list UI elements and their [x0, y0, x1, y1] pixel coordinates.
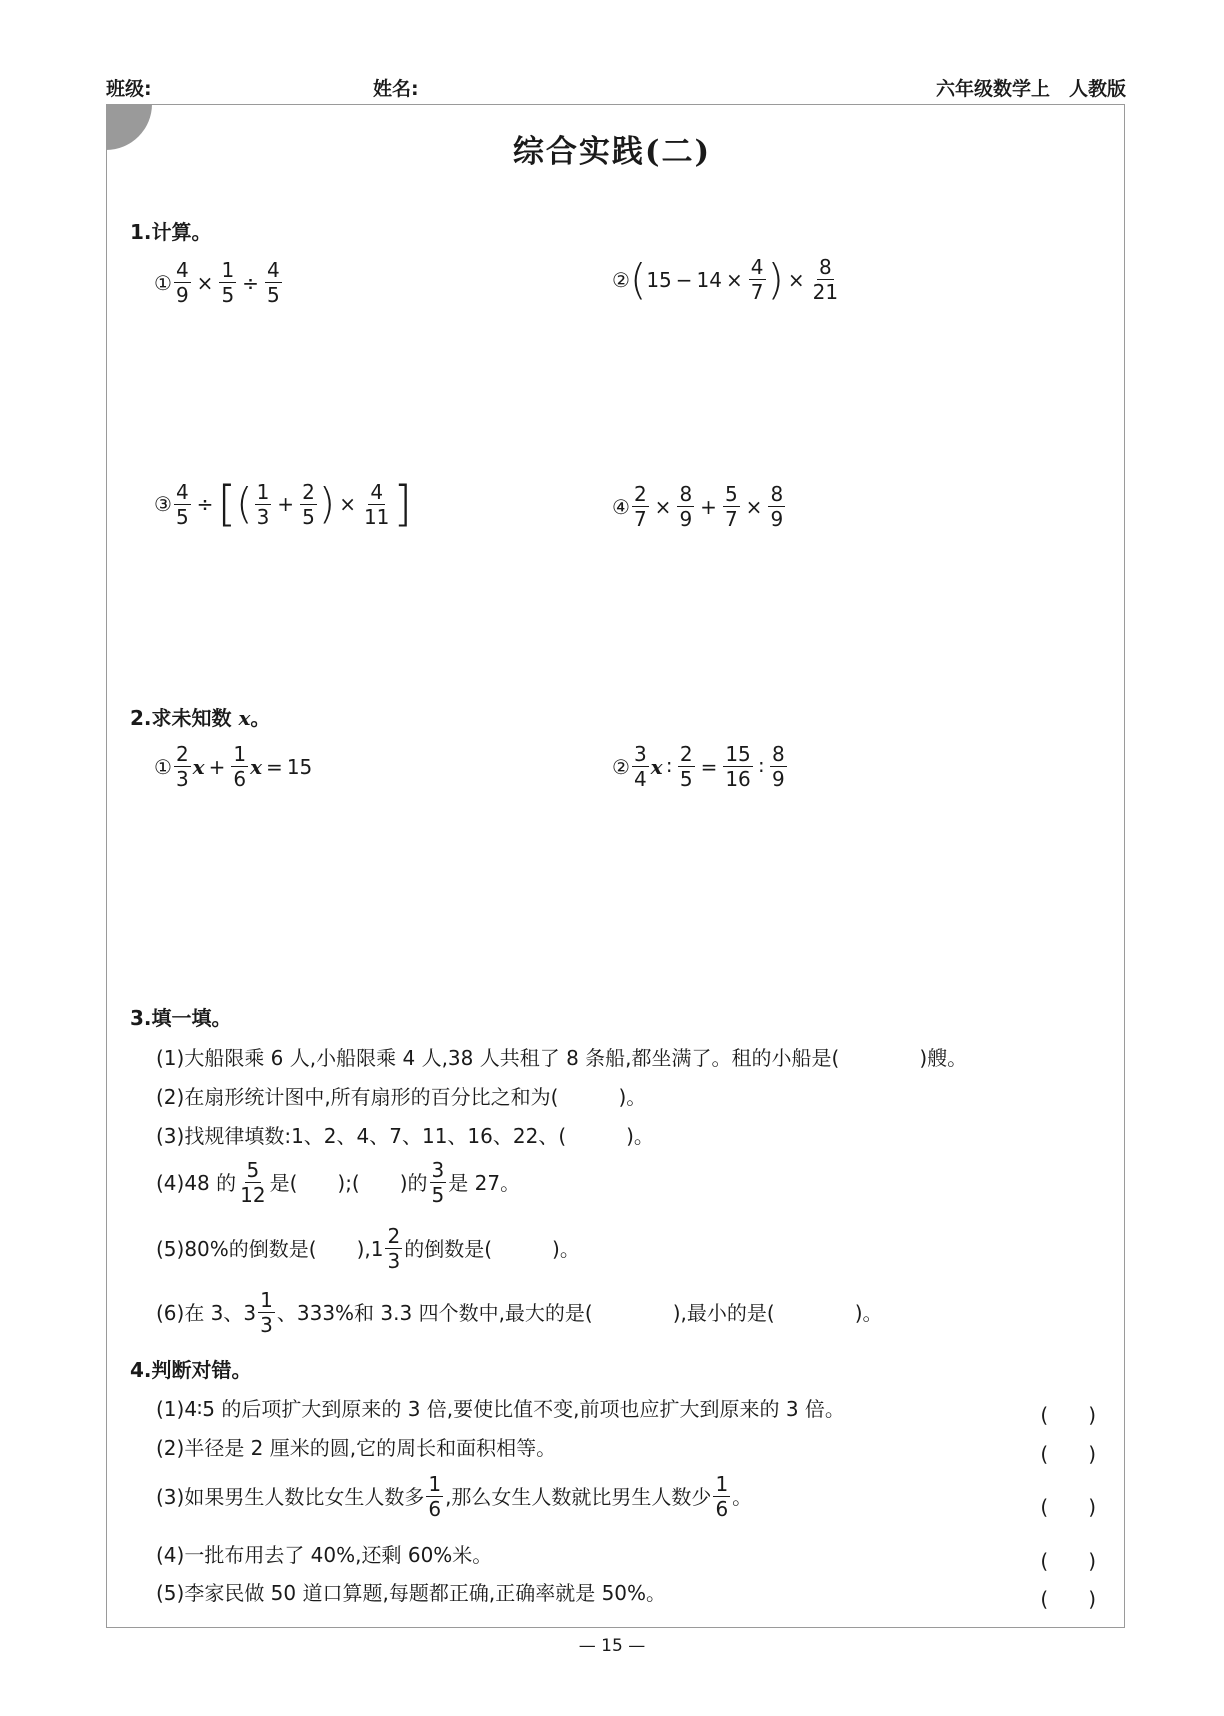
- section1-heading: 1.计算。: [130, 220, 212, 244]
- judge-q5: (5)李家民做 50 道口算题,每题都正确,正确率就是 50%。: [156, 1581, 667, 1605]
- judge-q1: (1)4∶5 的后项扩大到原来的 3 倍,要使比值不变,前项也应扩大到原来的 3 倍。: [156, 1397, 845, 1421]
- fraction: $\frac{5}{7}$: [724, 482, 738, 531]
- answer-paren-4[interactable]: ( ): [1040, 1549, 1096, 1573]
- mark-2: ②: [612, 267, 630, 292]
- equation-1: ① $\frac{2}{3}$ x + $\frac{1}{6}$ x = 15: [154, 742, 313, 791]
- mark-1: ①: [154, 270, 172, 295]
- section3-heading: 3.填一填。: [130, 1006, 232, 1030]
- fraction: $\frac{8}{9}$: [772, 742, 785, 791]
- mark-eq1: ①: [154, 754, 172, 779]
- mark-eq2: ②: [612, 754, 630, 779]
- calc-4: ④ $\frac{2}{7}$ × $\frac{8}{9}$ + $\frac{5}{7}$ × $\frac{8}{9}$: [612, 482, 784, 531]
- fraction: $\frac{8}{9}$: [679, 482, 693, 531]
- fraction: $\frac{2}{5}$: [679, 742, 693, 791]
- name-label: 姓名:: [373, 78, 419, 100]
- fraction: $\frac{8}{9}$: [770, 482, 784, 531]
- calc-2: ② ( 15 − 14 × $\frac{4}{7}$ ) × $\frac{8}{21}$: [612, 254, 839, 304]
- fraction: $\frac{1}{5}$: [221, 258, 235, 307]
- fraction: $\frac{4}{5}$: [175, 479, 189, 529]
- fill-q6: (6)在 3、3 $\frac{1}{3}$ 、333%和 3.3 四个数中,最大的是( ),最小的是( )。: [156, 1288, 883, 1337]
- section4-heading: 4.判断对错。: [130, 1358, 252, 1382]
- fill-q5: (5)80%的倒数是( ),1 $\frac{2}{3}$ 的倒数是( )。: [156, 1224, 580, 1273]
- fraction: $\frac{15}{16}$: [725, 742, 751, 791]
- page-title: 综合实践(二): [512, 134, 712, 170]
- page-number: — 15 —: [578, 1636, 646, 1656]
- fraction: $\frac{2}{5}$: [302, 479, 315, 529]
- book-label: 六年级数学上 人教版: [935, 78, 1126, 100]
- fill-q3: (3)找规律填数:1、2、4、7、11、16、22、( )。: [156, 1124, 654, 1148]
- judge-q2: (2)半径是 2 厘米的圆,它的周长和面积相等。: [156, 1436, 557, 1460]
- fraction: $\frac{2}{7}$: [633, 482, 647, 531]
- fraction: $\frac{4}{9}$: [175, 258, 189, 307]
- fraction: $\frac{2}{3}$: [175, 742, 189, 791]
- fill-q4: (4)48 的 $\frac{5}{12}$ 是( );( )的 $\frac{3}{5}$ 是 27。: [156, 1158, 521, 1207]
- answer-paren-5[interactable]: ( ): [1040, 1587, 1096, 1611]
- fraction: $\frac{1}{3}$: [256, 479, 270, 529]
- class-label: 班级:: [106, 78, 152, 100]
- mark-3: ③: [154, 492, 172, 516]
- answer-paren-2[interactable]: ( ): [1040, 1442, 1096, 1466]
- fill-q1: (1)大船限乘 6 人,小船限乘 4 人,38 人共租了 8 条船,都坐满了。租的小船是( )艘。: [156, 1046, 968, 1070]
- fraction: $\frac{1}{6}$: [233, 742, 247, 791]
- calc-1: ① $\frac{4}{9}$ × $\frac{1}{5}$ ÷ $\frac{4}{5}$: [154, 258, 280, 307]
- fraction: $\frac{1}{6}$: [715, 1472, 729, 1521]
- answer-paren-1[interactable]: ( ): [1040, 1403, 1096, 1427]
- fraction: $\frac{8}{21}$: [812, 255, 839, 304]
- fraction: $\frac{1}{3}$: [260, 1288, 273, 1337]
- mark-4: ④: [612, 494, 630, 519]
- fraction: $\frac{2}{3}$: [387, 1224, 401, 1273]
- fraction: $\frac{4}{11}$: [363, 479, 390, 529]
- equation-2: ② $\frac{3}{4}$ x ∶ $\frac{2}{5}$ = $\frac{15}{16}$ ∶ $\frac{8}{9}$: [612, 742, 785, 791]
- judge-q4: (4)一批布用去了 40%,还剩 60%米。: [156, 1543, 493, 1567]
- fraction: $\frac{5}{12}$: [240, 1158, 266, 1207]
- calc-3: ③ $\frac{4}{5}$ ÷ [ ( $\frac{1}{3}$ + $\frac{2}{5}$ ) × $\frac{4}{11}$ ]: [154, 476, 413, 532]
- answer-paren-3[interactable]: ( ): [1040, 1495, 1096, 1519]
- fraction: $\frac{4}{7}$: [750, 255, 764, 304]
- fraction: $\frac{3}{5}$: [431, 1158, 445, 1207]
- judge-q3: (3)如果男生人数比女生人数多 $\frac{1}{6}$ ,那么女生人数就比男生人数少 $\frac{1}{6}$ 。: [156, 1472, 753, 1521]
- fraction: $\frac{3}{4}$: [633, 742, 647, 791]
- fill-q2: (2)在扇形统计图中,所有扇形的百分比之和为( )。: [156, 1085, 647, 1109]
- section2-heading: 2.求未知数 x。: [130, 706, 271, 730]
- fraction: $\frac{1}{6}$: [428, 1472, 442, 1521]
- fraction: $\frac{4}{5}$: [266, 258, 280, 307]
